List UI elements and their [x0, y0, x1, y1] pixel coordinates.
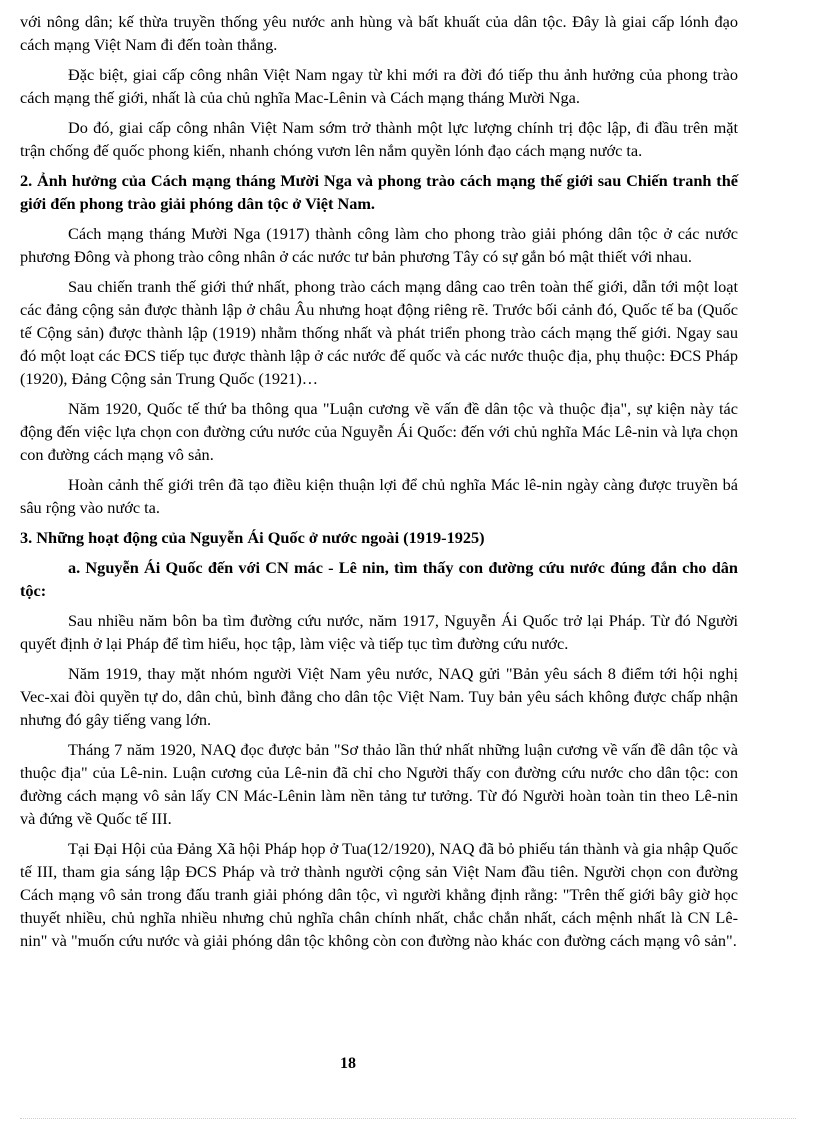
document-page — [20, 10, 738, 959]
paragraph: Năm 1919, thay mặt nhóm người Việt Nam yêu nước, NAQ gửi "Bản yêu sách 8 điểm tới hội nghị Vec-xai đòi quyền tự do, dân chủ, bình đẳng cho dân tộc Việt Nam. Tuy bản yêu sách không được chấp nhận nhưng đó gây tiếng vang lớn. — [20, 664, 738, 729]
page-number: 18 — [340, 1055, 356, 1072]
paragraph-continuation: với nông dân; kế thừa truyền thống yêu nước anh hùng và bất khuất của dân tộc. Đây là giai cấp lónh đạo cách mạng Việt Nam đi đến toàn thắng. — [20, 12, 738, 54]
paragraph: Sau nhiều năm bôn ba tìm đường cứu nước, năm 1917, Nguyễn Ái Quốc trở lại Pháp. Từ đó Người quyết định ở lại Pháp để tìm hiểu, học tập, làm việc và tiếp tục tìm đường cứu nước. — [20, 611, 738, 653]
paragraph: Năm 1920, Quốc tế thứ ba thông qua "Luận cương về vấn đề dân tộc và thuộc địa", sự kiện này tác động đến việc lựa chọn con đường cứu nước của Nguyễn Ái Quốc: đến với chủ nghĩa Mác Lê-nin và lựa chọn con đường cách mạng vô sản. — [20, 399, 738, 464]
section-heading-2: 2. Ảnh hưởng của Cách mạng tháng Mười Nga và phong trào cách mạng thế giới sau Chiến tranh thế giới đến phong trào giải phóng dân tộc ở Việt Nam. — [20, 171, 738, 213]
paragraph: Sau chiến tranh thế giới thứ nhất, phong trào cách mạng dâng cao trên toàn thế giới, dẫn tới một loạt các đảng cộng sản được thành lập ở châu Âu nhưng hoạt động riêng rẽ. Trước bối cảnh đó, Quốc tế ba (Quốc tế Cộng sản) được thành lập (1919) nhằm thống nhất và phát triển phong trào cách mạng thế giới. Ngay sau đó một loạt các ĐCS tiếp tục được thành lập ở các nước đế quốc và các nước thuộc địa, phụ thuộc: ĐCS Pháp (1920), Đảng Cộng sản Trung Quốc (1921)… — [20, 277, 738, 388]
section-heading-3: 3. Những hoạt động của Nguyễn Ái Quốc ở nước ngoài (1919-1925) — [20, 528, 485, 547]
paragraph: Tại Đại Hội của Đảng Xã hội Pháp họp ở Tua(12/1920), NAQ đã bỏ phiếu tán thành và gia nhập Quốc tế III, tham gia sáng lập ĐCS Pháp và trở thành người cộng sản Việt Nam đầu tiên. Người chọn con đường Cách mạng vô sản trong đấu tranh giải phóng dân tộc, vì người khẳng định rằng: "Trên thế giới bây giờ học thuyết nhiều, chủ nghĩa nhiều nhưng chủ nghĩa chân chính nhất, chắc chắn nhất, cách mệnh nhất là CN Lê-nin" và "muốn cứu nước và giải phóng dân tộc không còn con đường nào khác con đường cách mạng vô sản". — [20, 839, 738, 950]
paragraph: Cách mạng tháng Mười Nga (1917) thành công làm cho phong trào giải phóng dân tộc ở các nước phương Đông và phong trào công nhân ở các nước tư bản phương Tây có sự gắn bó mật thiết với nhau. — [20, 224, 738, 266]
paragraph: Hoàn cảnh thế giới trên đã tạo điều kiện thuận lợi để chủ nghĩa Mác lê-nin ngày càng được truyền bá sâu rộng vào nước ta. — [20, 475, 738, 517]
paragraph: Do đó, giai cấp công nhân Việt Nam sớm trở thành một lực lượng chính trị độc lập, đi đầu trên mặt trận chống đế quốc phong kiến, nhanh chóng vươn lên nắm quyền lónh đạo cách mạng nước ta. — [20, 118, 738, 160]
paragraph: Tháng 7 năm 1920, NAQ đọc được bản "Sơ thảo lần thứ nhất những luận cương về vấn đề dân tộc và thuộc địa" của Lê-nin. Luận cương của Lê-nin đã chỉ cho Người thấy con đường cứu nước cho dân tộc: con đường cách mạng vô sản lấy CN Mác-Lênin làm nền tảng tư tưởng. Từ đó Người hoàn toàn tin theo Lê-nin và đứng về Quốc tế III. — [20, 740, 738, 828]
footer-divider — [20, 1118, 796, 1119]
subsection-heading-a: a. Nguyễn Ái Quốc đến với CN mác - Lê nin, tìm thấy con đường cứu nước đúng đắn cho dân tộc: — [20, 558, 738, 600]
paragraph: Đặc biệt, giai cấp công nhân Việt Nam ngay từ khi mới ra đời đó tiếp thu ảnh hưởng của phong trào cách mạng thế giới, nhất là của chủ nghĩa Mac-Lênin và Cách mạng tháng Mười Nga. — [20, 65, 738, 107]
